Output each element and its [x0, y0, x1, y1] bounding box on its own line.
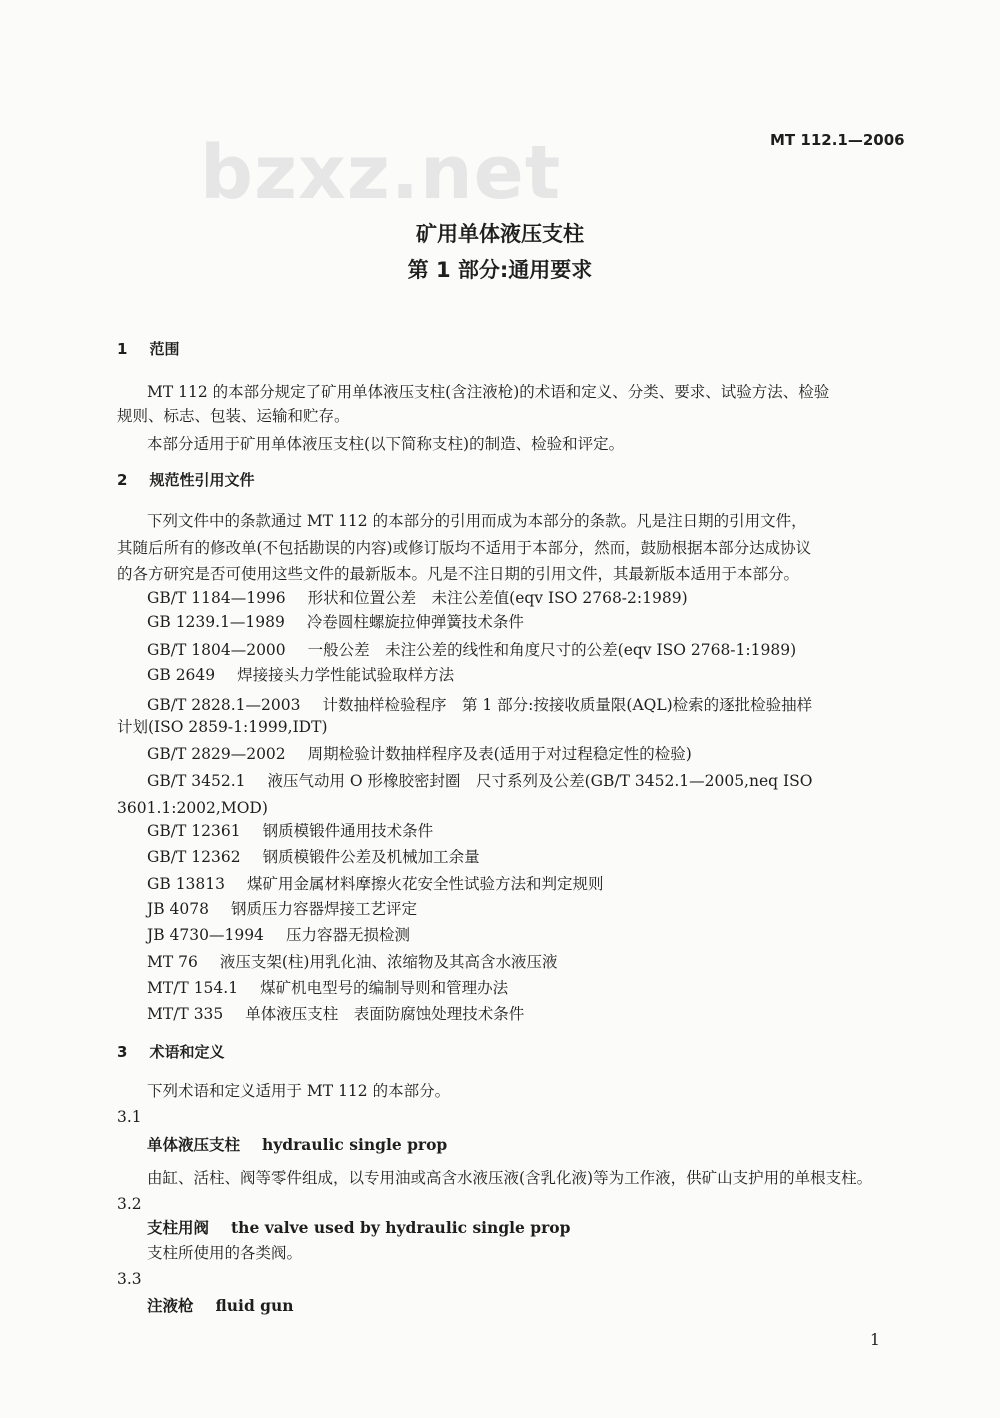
reference-code: JB 4730—1994 — [147, 926, 264, 944]
paragraph: 下列文件中的条款通过 MT 112 的本部分的引用而成为本部分的条款。凡是注日期的引用文件， — [147, 512, 807, 530]
reference-code: GB/T 2829—2002 — [147, 745, 286, 763]
reference-title: 钢质模锻件公差及机械加工余量 — [262, 848, 480, 866]
reference-title: 钢质模锻件通用技术条件 — [262, 822, 434, 840]
term-heading: 支柱用阀 the valve used by hydraulic single prop — [147, 1218, 571, 1237]
reference-title: 冷卷圆柱螺旋拉伸弹簧技术条件 — [306, 613, 524, 631]
reference-title: 钢质压力容器焊接工艺评定 — [230, 900, 417, 918]
reference-item — [147, 612, 524, 632]
reference-code: GB 2649 — [147, 666, 216, 684]
reference-code: GB 13813 — [147, 875, 226, 893]
term-number: 3.3 — [117, 1270, 142, 1288]
document-subtitle: 第 1 部分:通用要求 — [407, 258, 593, 282]
paragraph: 规则、标志、包装、运输和贮存。 — [117, 407, 350, 425]
reference-code: JB 4078 — [147, 900, 209, 918]
reference-code: MT/T 335 — [147, 1005, 224, 1023]
reference-title: 焊接接头力学性能试验取样方法 — [237, 666, 455, 684]
section-2-heading: 2 规范性引用文件 — [117, 471, 255, 489]
section-1-heading: 1 范围 — [117, 340, 180, 358]
term-heading: 注液枪 fluid gun — [147, 1296, 294, 1315]
reference-title: 一般公差 未注公差的线性和角度尺寸的公差(eqv ISO 2768-1:1989) — [307, 641, 797, 659]
reference-continuation: 3601.1:2002,MOD) — [117, 799, 268, 817]
reference-item — [147, 1004, 524, 1024]
reference-code: GB/T 3452.1 — [147, 772, 246, 790]
reference-title: 煤矿用金属材料摩擦火花安全性试验方法和判定规则 — [247, 875, 604, 893]
reference-title: 形状和位置公差 未注公差值(eqv ISO 2768-2:1989) — [307, 589, 688, 607]
reference-code: GB/T 12362 — [147, 848, 241, 866]
reference-code: MT/T 154.1 — [147, 979, 239, 997]
reference-code: GB/T 2828.1—2003 — [147, 696, 301, 714]
reference-title: 单体液压支柱 表面防腐蚀处理技术条件 — [245, 1005, 525, 1023]
reference-title: 煤矿机电型号的编制导则和管理办法 — [260, 979, 509, 997]
reference-item — [147, 695, 812, 715]
reference-item — [147, 588, 688, 608]
reference-title: 周期检验计数抽样程序及表(适用于对过程稳定性的检验) — [307, 745, 692, 763]
paragraph: 的各方研究是否可使用这些文件的最新版本。凡是不注日期的引用文件，其最新版本适用于本部分。 — [117, 565, 800, 583]
term-definition: 由缸、活柱、阀等零件组成，以专用油或高含水液压液(含乳化液)等为工作液，供矿山支护用的单根支柱。 — [147, 1169, 873, 1187]
reference-code: GB 1239.1—1989 — [147, 613, 285, 631]
paragraph: MT 112 的本部分规定了矿用单体液压支柱(含注液枪)的术语和定义、分类、要求、试验方法、检验 — [147, 383, 830, 401]
reference-code: GB/T 1804—2000 — [147, 641, 286, 659]
standard-number: MT 112.1—2006 — [770, 131, 905, 149]
paragraph: 其随后所有的修改单(不包括勘误的内容)或修订版均不适用于本部分，然而，鼓励根据本部分达成协议 — [117, 539, 812, 557]
document-title: 矿用单体液压支柱 — [416, 222, 584, 246]
reference-item — [147, 874, 604, 894]
reference-continuation: 计划(ISO 2859-1:1999,IDT) — [117, 718, 328, 736]
reference-item — [147, 847, 480, 867]
reference-item — [147, 771, 812, 791]
reference-title: 计数抽样检验程序 第 1 部分:按接收质量限(AQL)检索的逐批检验抽样 — [322, 696, 813, 714]
reference-title: 压力容器无损检测 — [285, 926, 410, 944]
reference-code: GB/T 1184—1996 — [147, 589, 286, 607]
reference-code: MT 76 — [147, 953, 198, 971]
term-number: 3.1 — [117, 1108, 142, 1126]
reference-item — [147, 925, 410, 945]
term-number: 3.2 — [117, 1195, 142, 1213]
reference-code: GB/T 12361 — [147, 822, 241, 840]
reference-item — [147, 952, 557, 972]
watermark: bzxz.net — [200, 130, 562, 216]
reference-item — [147, 640, 796, 660]
reference-title: 液压支架(柱)用乳化油、浓缩物及其高含水液压液 — [219, 953, 558, 971]
page-number: 1 — [870, 1331, 880, 1349]
reference-item — [147, 665, 454, 685]
term-heading: 单体液压支柱 hydraulic single prop — [147, 1135, 448, 1154]
term-definition: 支柱所使用的各类阀。 — [147, 1244, 303, 1262]
reference-item — [147, 744, 692, 764]
reference-item — [147, 978, 508, 998]
reference-item — [147, 899, 417, 919]
paragraph: 下列术语和定义适用于 MT 112 的本部分。 — [147, 1082, 451, 1100]
reference-title: 液压气动用 O 形橡胶密封圈 尺寸系列及公差(GB/T 3452.1—2005,neq ISO — [267, 772, 813, 790]
reference-item — [147, 821, 433, 841]
paragraph: 本部分适用于矿用单体液压支柱(以下简称支柱)的制造、检验和评定。 — [147, 435, 625, 453]
section-3-heading: 3 术语和定义 — [117, 1043, 225, 1061]
